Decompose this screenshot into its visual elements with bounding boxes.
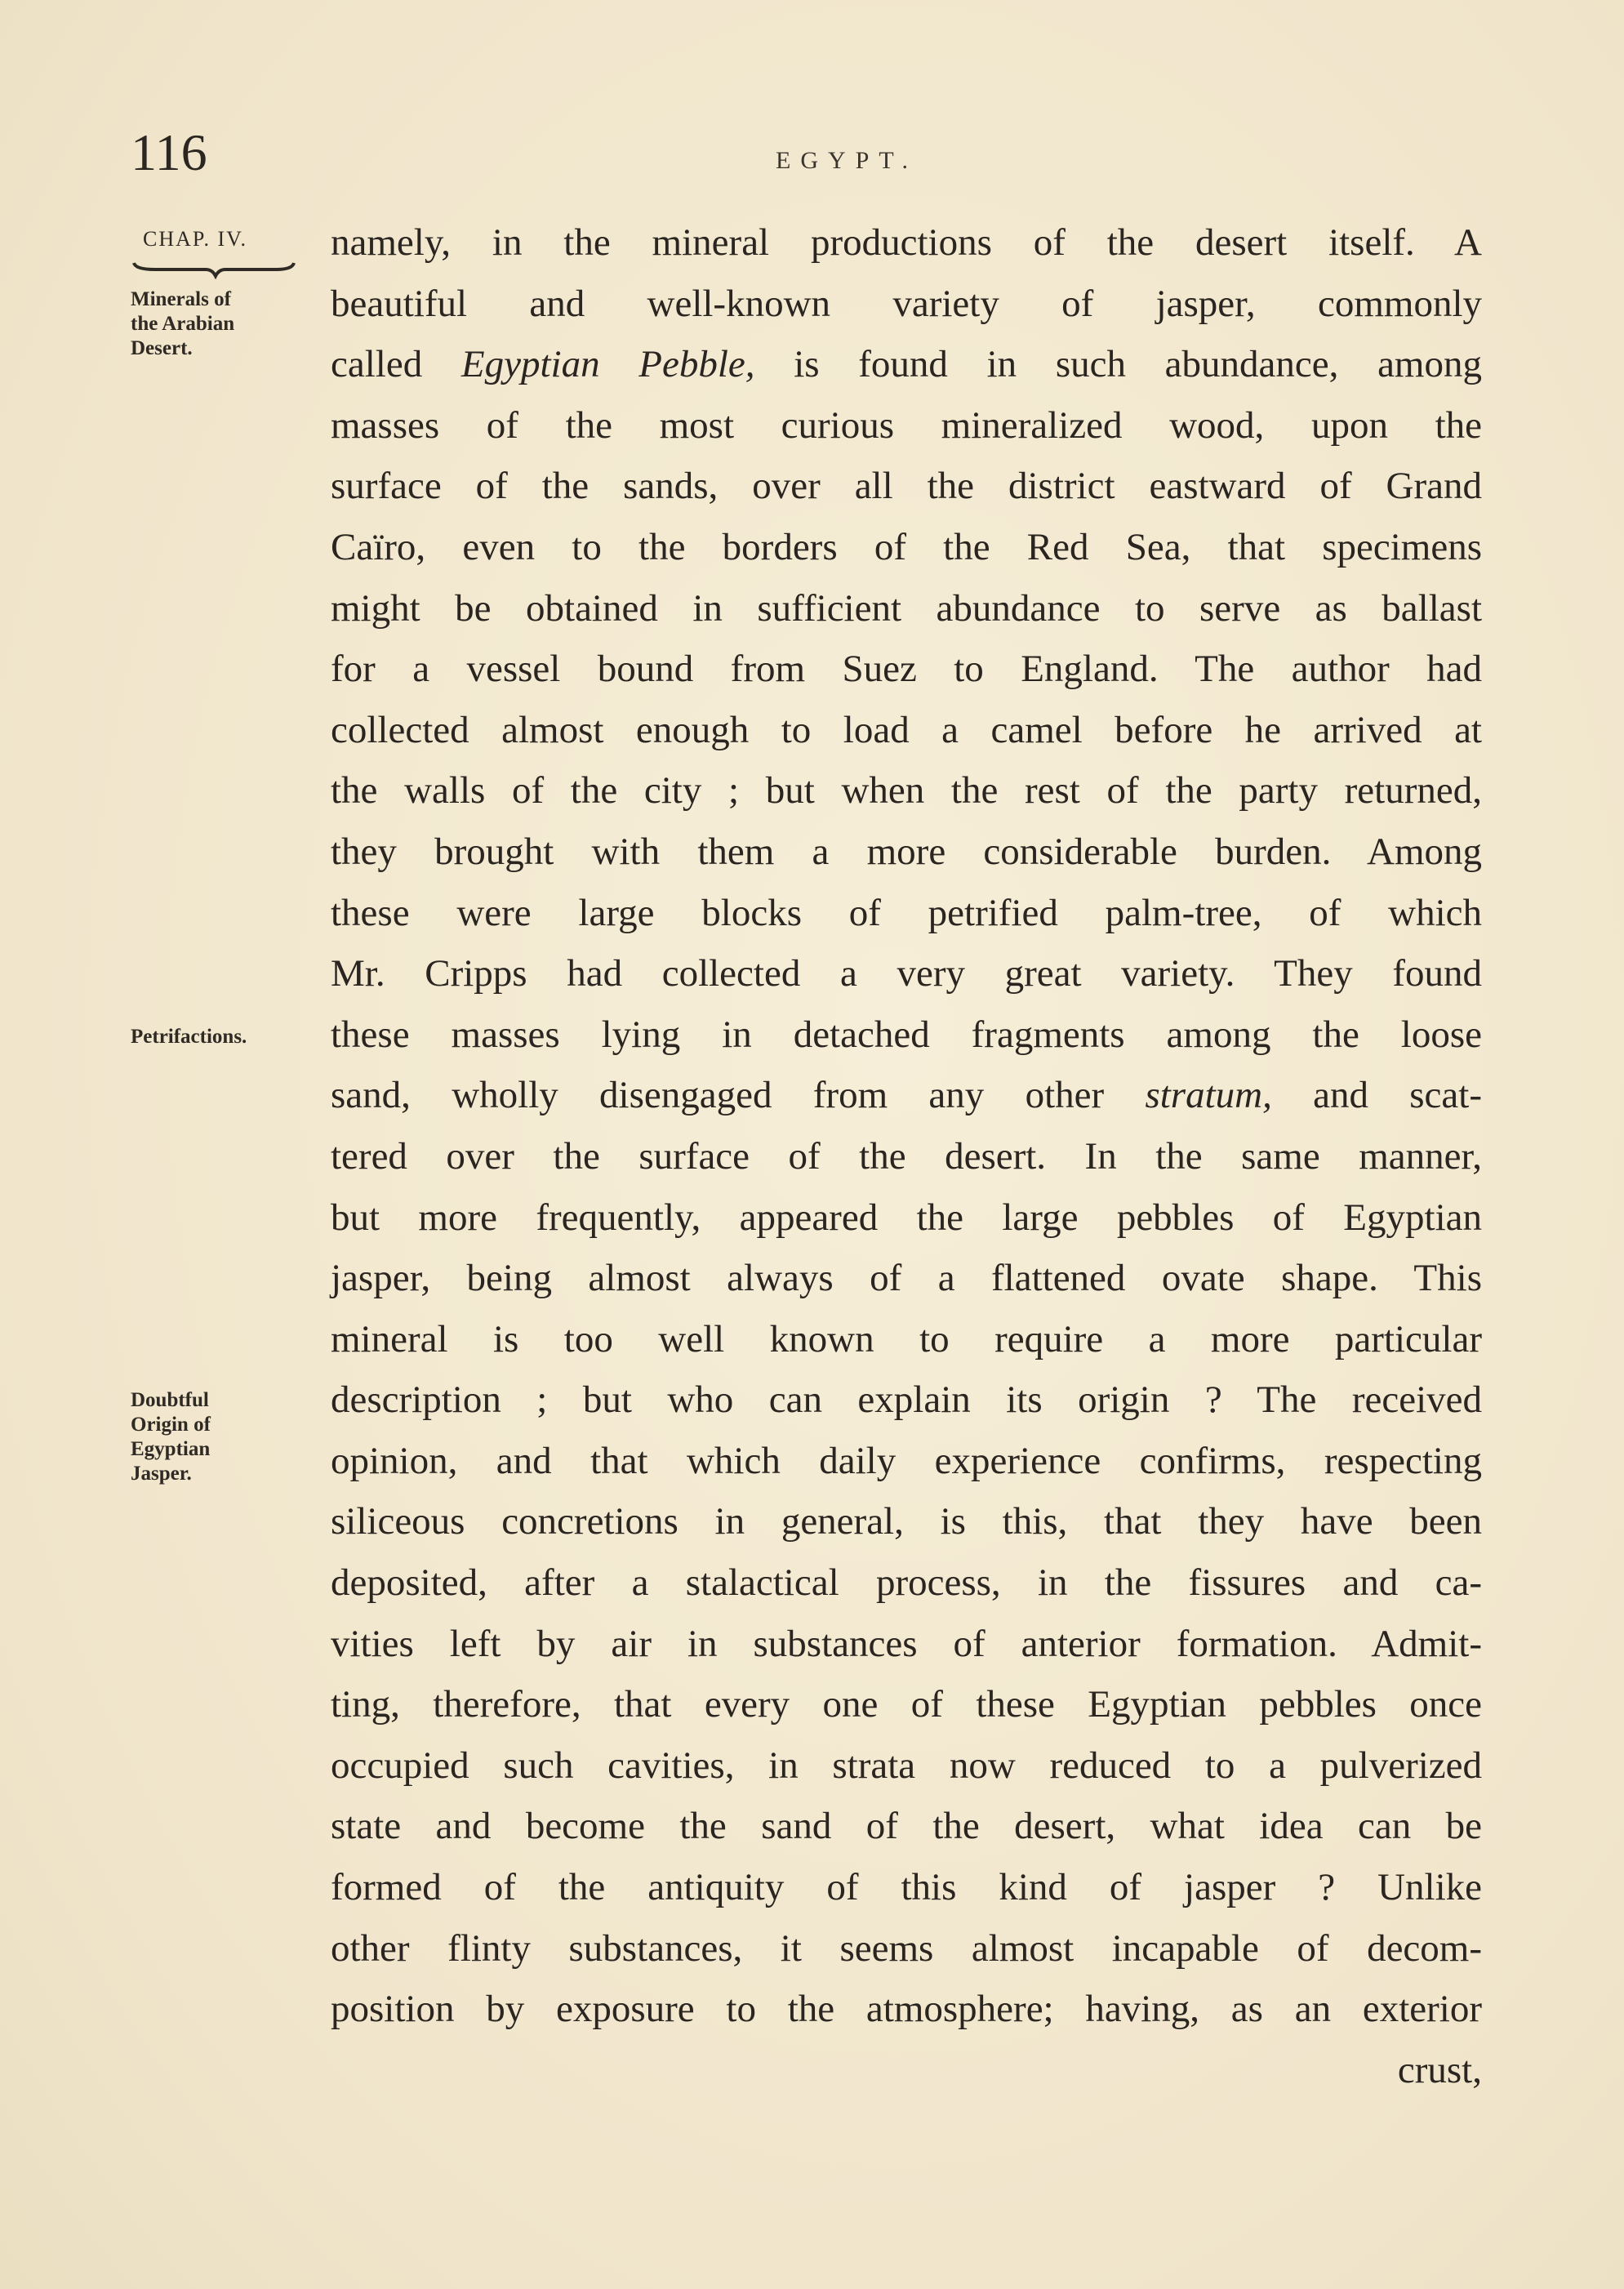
text-line: might be obtained in sufficient abundance to serve as ballast <box>331 586 1482 630</box>
text-line: formed of the antiquity of this kind of jasper ? Unlike <box>331 1866 1482 1909</box>
text-line: Caïro, even to the borders of the Red Sea, that specimens <box>331 525 1482 568</box>
text-line: masses of the most curious mineralized wood, upon the <box>331 403 1482 447</box>
text-line: ting, therefore, that every one of these Egyptian pebbles once <box>331 1683 1482 1726</box>
margin-note-line: Origin of <box>131 1414 211 1436</box>
text-line: tered over the surface of the desert. In the same manner, <box>331 1134 1482 1178</box>
text-line: opinion, and that which daily experience confirms, respecting <box>331 1439 1482 1482</box>
text-line: mineral is too well known to require a more particular <box>331 1317 1482 1360</box>
text-line: surface of the sands, over all the district eastward of Grand <box>331 465 1482 508</box>
text-line: Mr. Cripps had collected a very great variety. They found <box>331 952 1482 995</box>
margin-note-doubtful-origin <box>131 1388 302 1486</box>
text-line: called Egyptian Pebble, is found in such abundance, among <box>331 343 1482 386</box>
chapter-brace <box>131 260 298 279</box>
chapter-label: CHAP. IV. <box>143 227 248 251</box>
margin-note-line: Doubtful <box>131 1389 209 1411</box>
margin-note-line: the Arabian <box>131 313 235 335</box>
text-line: vities left by air in substances of anterior formation. Admit- <box>331 1622 1482 1665</box>
text-line: description ; but who can explain its origin ? The received <box>331 1378 1482 1422</box>
body-text <box>331 212 1482 2100</box>
text-line: siliceous concretions in general, is this, that they have been <box>331 1500 1482 1543</box>
margin-note-minerals <box>131 287 302 361</box>
text-line: the walls of the city ; but when the rest of the party returned, <box>331 769 1482 813</box>
running-head: EGYPT. <box>776 147 918 174</box>
margin-note-line: Minerals of <box>131 288 231 310</box>
text-line: they brought with them a more considerable burden. Among <box>331 830 1482 873</box>
page-number: 116 <box>131 123 207 181</box>
text-line: beautiful and well-known variety of jasper, commonly <box>331 282 1482 325</box>
text-line: position by exposure to the atmosphere; having, as an exterior <box>331 1988 1482 2031</box>
text-line: for a vessel bound from Suez to England. The author had <box>331 648 1482 691</box>
text-line: other flinty substances, it seems almost incapable of decom- <box>331 1926 1482 1970</box>
text-line: deposited, after a stalactical process, in the fissures and ca- <box>331 1561 1482 1605</box>
text-line: sand, wholly disengaged from any other stratum, and scat- <box>331 1074 1482 1117</box>
margin-note-line: Jasper. <box>131 1463 192 1485</box>
text-line: these masses lying in detached fragments among the loose <box>331 1013 1482 1056</box>
text-line: crust, <box>1397 2048 1482 2091</box>
text-line: state and become the sand of the desert, what idea can be <box>331 1805 1482 1848</box>
margin-note-line: Desert. <box>131 337 193 359</box>
text-line: but more frequently, appeared the large pebbles of Egyptian <box>331 1196 1482 1239</box>
margin-note-petrifactions: Petrifactions. <box>131 1026 247 1048</box>
margin-note-line: Egyptian <box>131 1438 211 1460</box>
text-line: namely, in the mineral productions of the desert itself. A <box>331 221 1482 264</box>
text-line: jasper, being almost always of a flattened ovate shape. This <box>331 1257 1482 1300</box>
text-line: these were large blocks of petrified palm-tree, of which <box>331 891 1482 934</box>
text-line: occupied such cavities, in strata now reduced to a pulverized <box>331 1743 1482 1787</box>
text-line: collected almost enough to load a camel before he arrived at <box>331 708 1482 751</box>
